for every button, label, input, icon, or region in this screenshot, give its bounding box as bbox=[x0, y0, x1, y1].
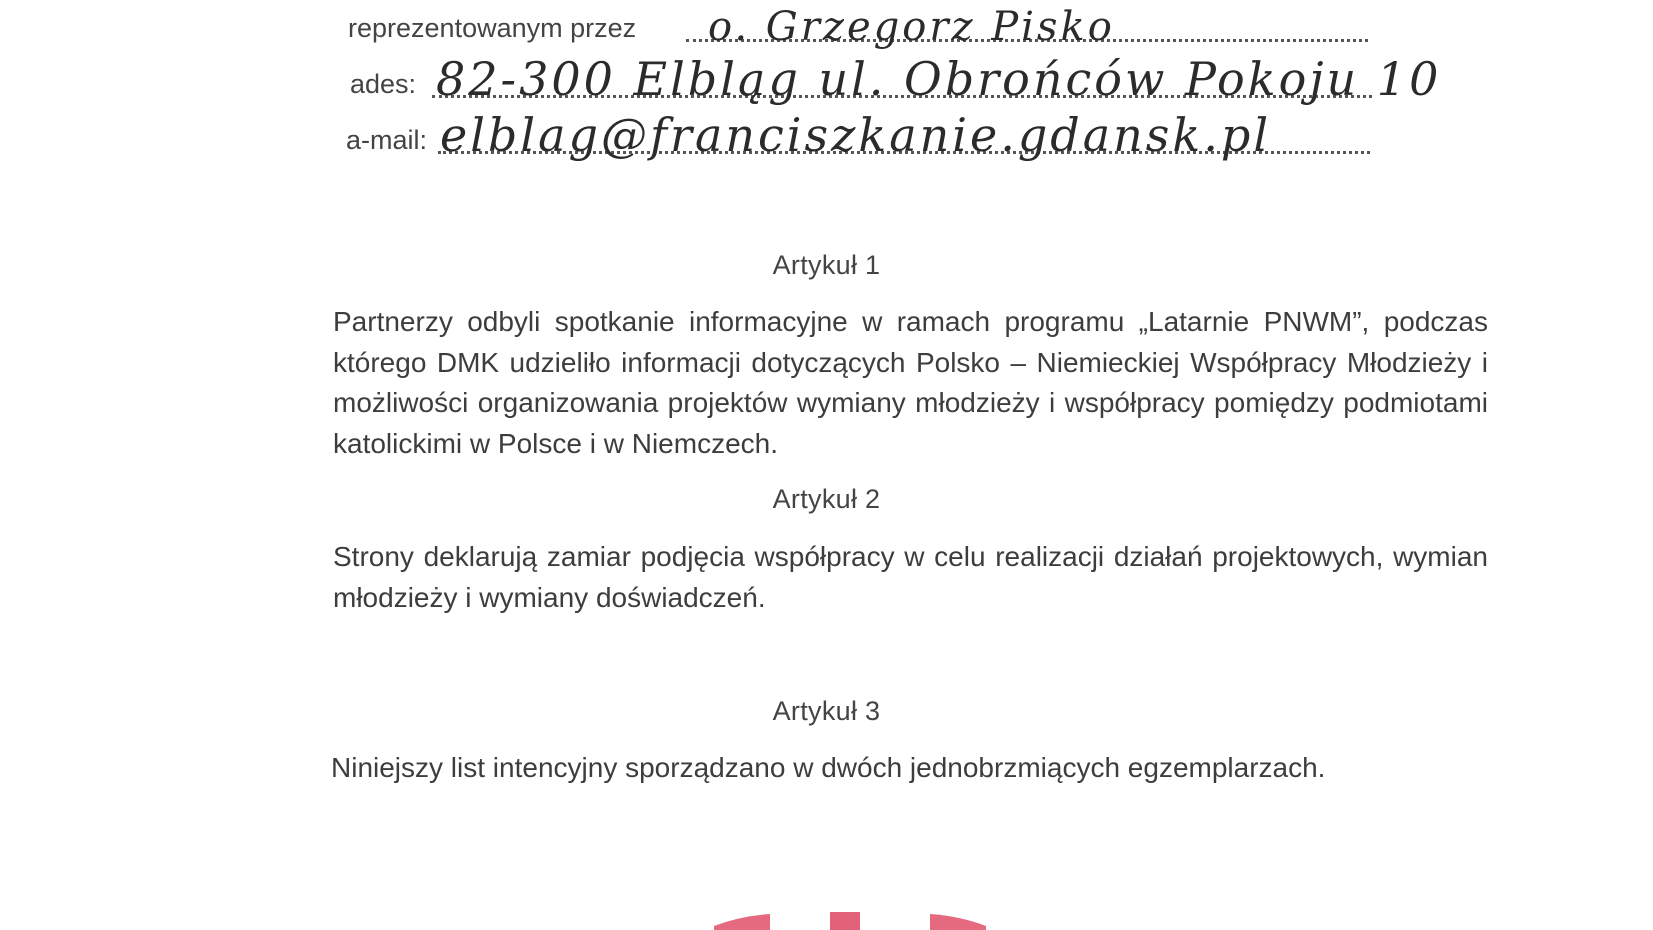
email-field bbox=[346, 108, 1370, 164]
article-1-heading: Artykuł 1 bbox=[772, 250, 881, 280]
representative-field bbox=[348, 4, 1368, 52]
email-handwriting: elblag@franciszkanie.gdansk.pl bbox=[440, 108, 1272, 162]
address-field bbox=[350, 52, 1442, 108]
article-3-text: Niniejszy list intencyjny sporządzano w dwóch jednobrzmiących egzemplarzach. bbox=[331, 752, 1326, 783]
address-label: ades: bbox=[350, 69, 417, 99]
article-2-heading: Artykuł 2 bbox=[772, 484, 881, 514]
representative-label: reprezentowanym przez bbox=[348, 13, 637, 43]
article-3-heading: Artykuł 3 bbox=[772, 696, 881, 726]
email-label: a-mail: bbox=[346, 125, 428, 155]
article-1-text: Partnerzy odbyli spotkanie informacyjne w ramach programu „Latarnie PNWM”, podczas którego DMK udzieliło informacji dotyczących Polsko – Niemieckiej Współpracy Młodzieży i możliwości organizowania projektów wymiany młodzieży i współpracy pomiędzy podmiotami katolickimi w Polsce i w Niemczech. bbox=[333, 306, 1488, 459]
stamp-logo bbox=[700, 912, 1000, 930]
representative-handwriting: o. Grzegorz Pisko bbox=[708, 4, 1115, 50]
article-2-text: Strony deklarują zamiar podjęcia współpracy w celu realizacji działań projektowych, wymian młodzieży i wymiany doświadczeń. bbox=[333, 541, 1488, 613]
address-handwriting: 82-300 Elbląg ul. Obrońców Pokoju 10 bbox=[436, 52, 1442, 106]
